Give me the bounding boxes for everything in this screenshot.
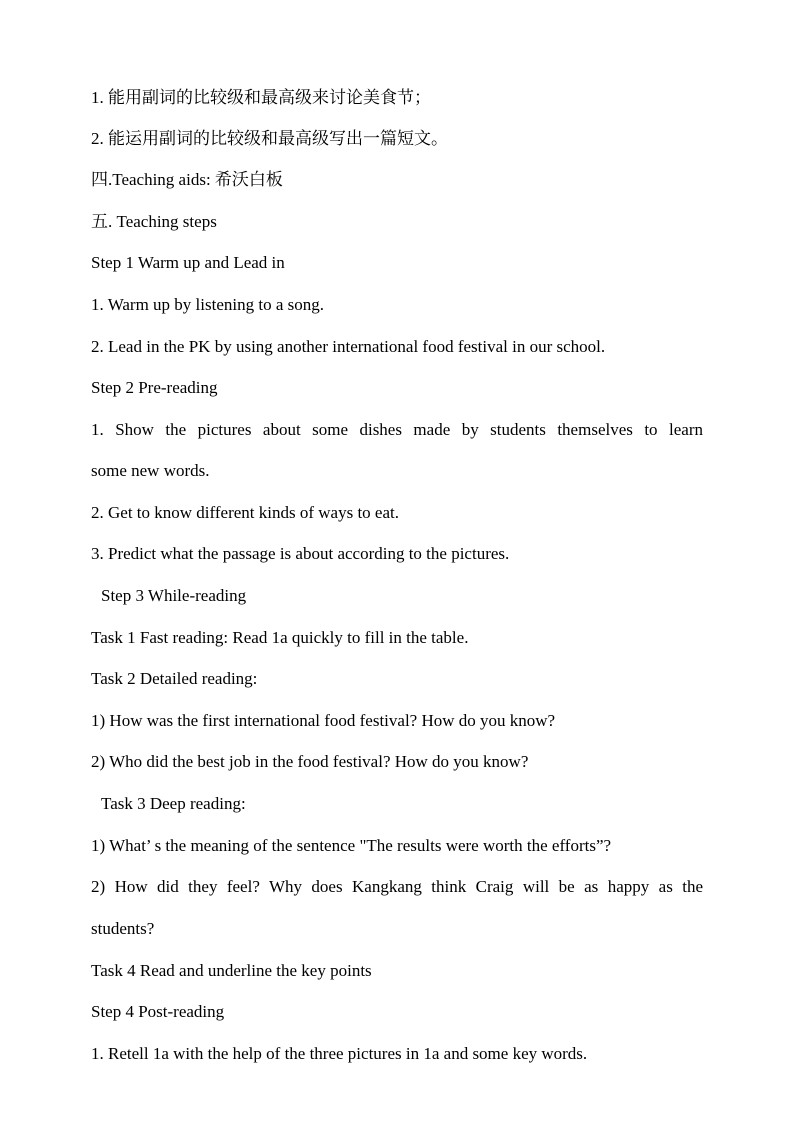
step-2-item-3: 3. Predict what the passage is about according to the pictures. xyxy=(91,544,510,563)
task-1: Task 1 Fast reading: Read 1a quickly to fill in the table. xyxy=(91,628,469,647)
step-1-item-2: 2. Lead in the PK by using another international food festival in our school. xyxy=(91,337,606,356)
task-3-question-1: 1) What’ s the meaning of the sentence "The results were worth the efforts”? xyxy=(91,836,612,855)
teaching-steps-heading: 五. Teaching steps xyxy=(91,212,217,231)
step-4-heading: Step 4 Post-reading xyxy=(91,1002,225,1021)
step-3-heading: Step 3 While-reading xyxy=(101,586,247,605)
task-2-heading: Task 2 Detailed reading: xyxy=(91,669,258,688)
step-2-item-1: 1. Show the pictures about some dishes made by students themselves to learn xyxy=(91,420,703,439)
task-2-question-2: 2) Who did the best job in the food festival? How do you know? xyxy=(91,752,529,771)
task-3-question-2-continued: students? xyxy=(91,919,155,938)
objective-1: 1. 能用副词的比较级和最高级来讨论美食节； xyxy=(91,88,431,107)
task-3-heading: Task 3 Deep reading: xyxy=(101,794,246,813)
task-4: Task 4 Read and underline the key points xyxy=(91,961,372,980)
task-3-question-2: 2) How did they feel? Why does Kangkang think Craig will be as happy as the xyxy=(91,877,703,896)
step-1-heading: Step 1 Warm up and Lead in xyxy=(91,253,285,272)
step-2-item-1-continued: some new words. xyxy=(91,461,210,480)
step-2-item-2: 2. Get to know different kinds of ways to eat. xyxy=(91,503,399,522)
task-2-question-1: 1) How was the first international food festival? How do you know? xyxy=(91,711,556,730)
teaching-aids-heading: 四.Teaching aids: 希沃白板 xyxy=(91,170,283,189)
objective-2: 2. 能运用副词的比较级和最高级写出一篇短文。 xyxy=(91,129,448,148)
step-2-heading: Step 2 Pre-reading xyxy=(91,378,218,397)
step-1-item-1: 1. Warm up by listening to a song. xyxy=(91,295,324,314)
step-4-item-1: 1. Retell 1a with the help of the three pictures in 1a and some key words. xyxy=(91,1044,588,1063)
